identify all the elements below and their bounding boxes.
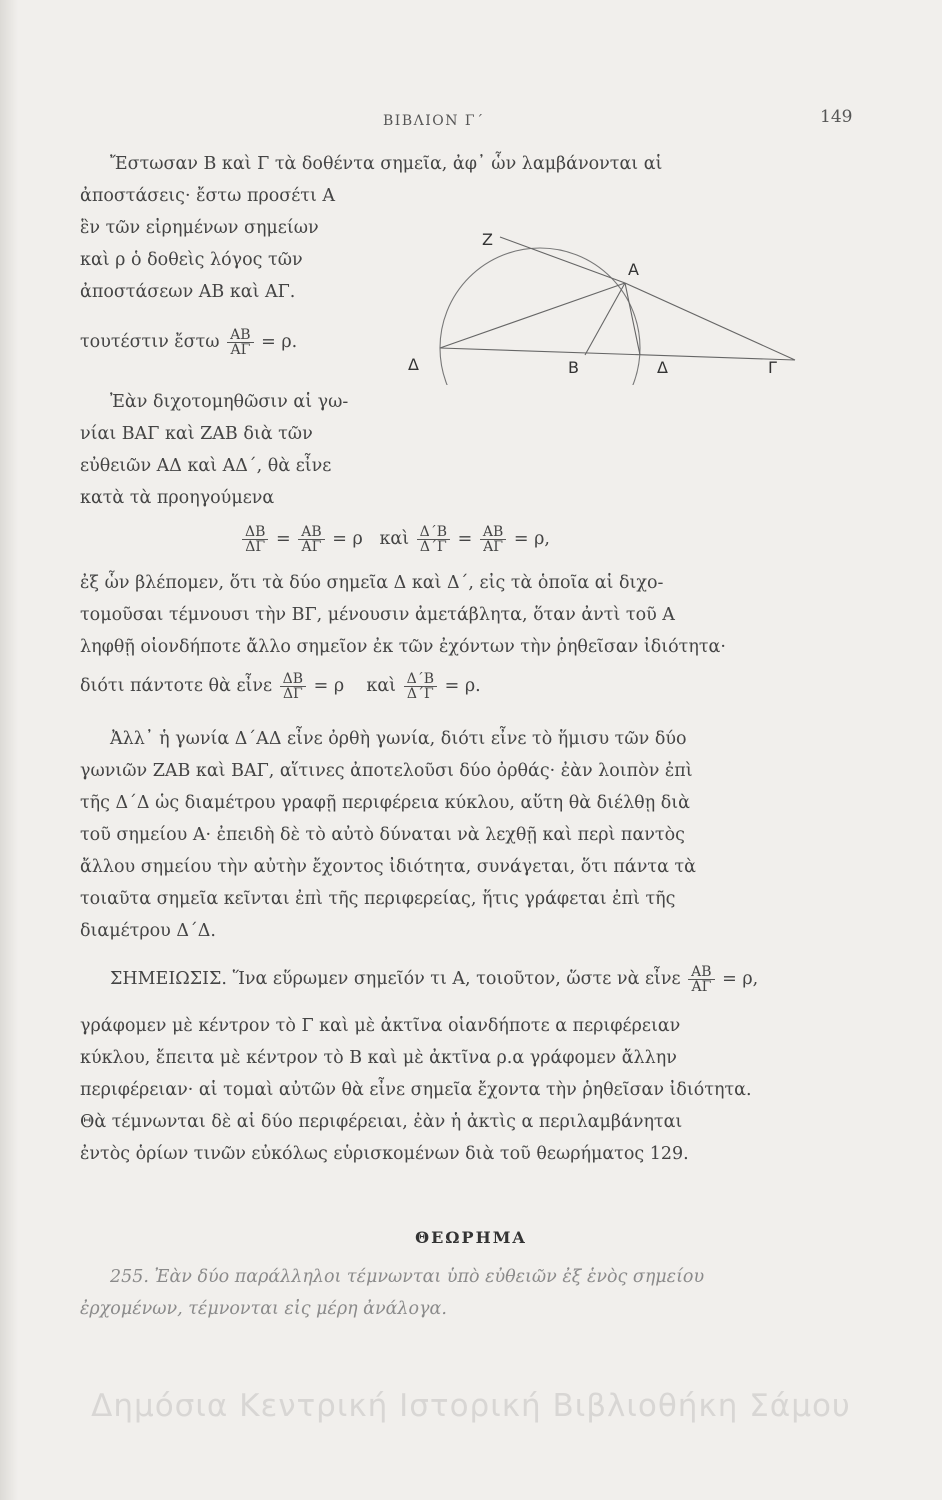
line-delta-a	[440, 283, 625, 348]
theorem-number: 255.	[110, 1267, 149, 1287]
para4-line6: τοιαῦτα σημεῖα κεῖνται ἐπὶ τῆς περιφερείας, ἥτις γράφεται ἐπὶ τῆς	[80, 889, 676, 909]
para3-line1: ἐξ ὧν βλέπομεν, ὅτι τὰ δύο σημεῖα Δ καὶ Δ΄, εἰς τὰ ὁποῖα αἱ διχο-	[80, 573, 664, 593]
theorem-line2: ἐρχομένων, τέμνονται εἰς μέρη ἀνάλογα.	[80, 1299, 447, 1319]
note-line5: Θὰ τέμνωνται δὲ αἱ δύο περιφέρειαι, ἐὰν ἡ ἀκτὶς α περιλαμβάνηται	[80, 1112, 683, 1132]
label-z: Z	[482, 230, 493, 249]
page-edge-shadow	[0, 0, 18, 1500]
line-delta-gamma	[440, 348, 795, 360]
para1-line4: καὶ ρ ὁ δοθεὶς λόγος τῶν	[80, 250, 303, 270]
fraction: $\frac{AB}{A\Gamma}$	[227, 328, 253, 357]
page-number: 149	[820, 107, 853, 127]
geometry-figure	[400, 195, 800, 385]
para4-line2: γωνιῶν ΖΑΒ καὶ ΒΑΓ, αἵτινες ἀποτελοῦσι δύο ὀρθάς· ἐὰν λοιπὸν ἐπὶ	[80, 761, 693, 781]
note-line4: περιφέρειαν· αἱ τομαὶ αὐτῶν θὰ εἶνε σημεῖα ἔχοντα τὴν ῥηθεῖσαν ἰδιότητα.	[80, 1080, 752, 1100]
equation-1: $\frac{\Delta B}{\Delta\Gamma}$ = $\frac{AB}{A\Gamma}$ = ρ καὶ $\frac{\Delta΄B}{\Delta΄\Gamma}$ = $\frac{AB}{A\Gamma}$ = ρ,	[240, 525, 550, 554]
note-line3: κύκλου, ἔπειτα μὲ κέντρον τὸ Β καὶ μὲ ἀκτῖνα ρ.α γράφομεν ἄλλην	[80, 1048, 677, 1068]
label-b: B	[568, 358, 579, 377]
apollonius-circle	[440, 248, 640, 385]
para1-line6: τουτέστιν ἔστω $\frac{AB}{A\Gamma}$ = ρ.	[80, 327, 298, 358]
line-a-delta	[625, 283, 640, 355]
label-delta-left: Δ	[408, 355, 419, 374]
para4-line1: Ἀλλ᾽ ἡ γωνία Δ΄ΑΔ εἶνε ὀρθὴ γωνία, διότι εἶνε τὸ ἥμισυ τῶν δύο	[110, 729, 687, 749]
label-delta-right: Δ	[657, 358, 668, 377]
running-head: ΒΙΒΛΙΟΝ Γ΄	[383, 113, 485, 129]
para1-line1: Ἔστωσαν Β καὶ Γ τὰ δοθέντα σημεῖα, ἀφ᾽ ὧν λαμβάνονται αἱ	[110, 154, 663, 174]
para4-line4: τοῦ σημείου Α· ἐπειδὴ δὲ τὸ αὐτὸ δύναται νὰ λεχθῇ καὶ περὶ παντὸς	[80, 825, 685, 845]
para3-line4: διότι πάντοτε θὰ εἶνε $\frac{\Delta B}{\Delta\Gamma}$ = ρ καὶ $\frac{\Delta΄B}{\Delta΄\Gamma}$ = ρ.	[80, 671, 481, 702]
para3-line2: τομοῦσαι τέμνουσι τὴν ΒΓ, μένουσιν ἀμετάβλητα, ὅταν ἀντὶ τοῦ Α	[80, 605, 675, 625]
para4-line3: τῆς Δ΄Δ ὡς διαμέτρου γραφῇ περιφέρεια κύκλου, αὕτη θὰ διέλθῃ διὰ	[80, 793, 690, 813]
para1-line2: ἀποστάσεις· ἔστω προσέτι Α	[80, 186, 336, 206]
para3-line3: ληφθῇ οἱονδήποτε ἄλλο σημεῖον ἐκ τῶν ἐχόντων τὴν ῥηθεῖσαν ἰδιότητα·	[80, 637, 726, 657]
line-z-a	[500, 237, 625, 283]
note-label: ΣΗΜΕΙΩΣΙΣ.	[110, 969, 227, 989]
para1-line3: ἓν τῶν εἰρημένων σημείων	[80, 218, 319, 238]
line-a-gamma	[625, 283, 795, 360]
para2-line3: εὐθειῶν ΑΔ καὶ ΑΔ΄, θὰ εἶνε	[80, 456, 332, 476]
library-watermark: Δημόσια Κεντρική Ιστορική Βιβλιοθήκη Σάμου	[91, 1388, 851, 1424]
line-a-b	[585, 283, 625, 355]
note-line1: ΣΗΜΕΙΩΣΙΣ. Ἵνα εὕρωμεν σημεῖόν τι Α, τοιοῦτον, ὥστε νὰ εἶνε $\frac{AB}{A\Gamma}$ = ρ,	[110, 964, 759, 995]
para1-line5: ἀποστάσεων ΑΒ καὶ ΑΓ.	[80, 282, 296, 302]
para2-line1: Ἐὰν διχοτομηθῶσιν αἱ γω-	[110, 392, 349, 412]
note-line2: γράφομεν μὲ κέντρον τὸ Γ καὶ μὲ ἀκτῖνα οἱανδήποτε α περιφέρειαν	[80, 1016, 681, 1036]
para2-line2: νίαι ΒΑΓ καὶ ΖΑΒ διὰ τῶν	[80, 424, 313, 444]
label-a: A	[628, 260, 639, 279]
para4-line7: διαμέτρου Δ΄Δ.	[80, 921, 216, 941]
para2-line4: κατὰ τὰ προηγούμενα	[80, 488, 275, 508]
theorem-line1: 255. Ἐὰν δύο παράλληλοι τέμνωνται ὑπὸ εὐθειῶν ἐξ ἑνὸς σημείου	[110, 1267, 705, 1287]
para4-line5: ἄλλου σημείου τὴν αὐτὴν ἔχοντος ἰδιότητα, συνάγεται, ὅτι πάντα τὰ	[80, 857, 696, 877]
note-line6: ἐντὸς ὁρίων τινῶν εὐκόλως εὑρισκομένων διὰ τοῦ θεωρήματος 129.	[80, 1144, 689, 1164]
label-gamma: Γ	[768, 358, 777, 377]
theorem-title: ΘΕΩΡΗΜΑ	[415, 1228, 527, 1247]
